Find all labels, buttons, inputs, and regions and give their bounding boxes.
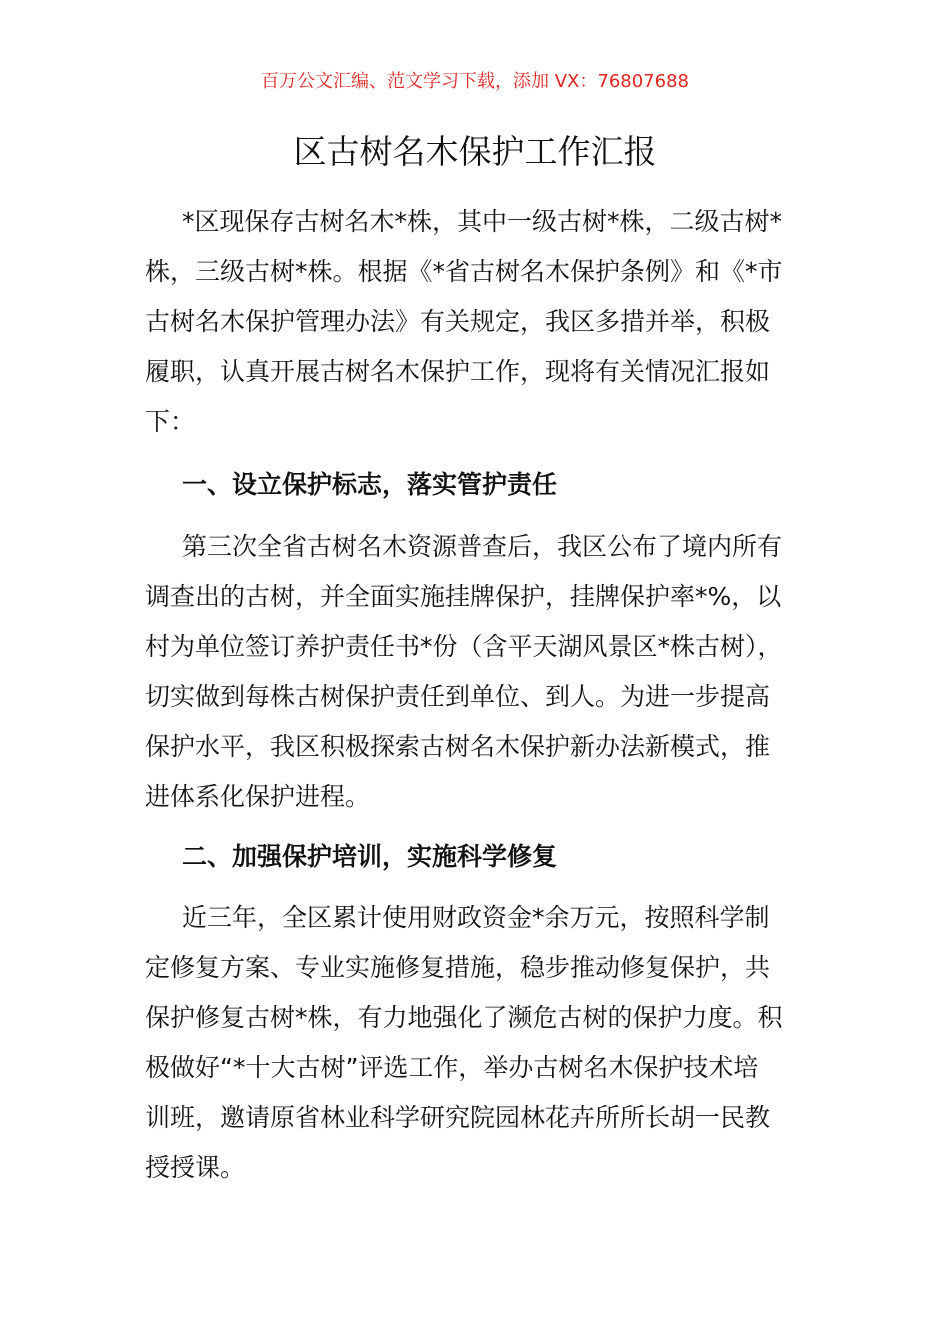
paragraph-line: 履职，认真开展古树名木保护工作，现将有关情况汇报如 bbox=[145, 357, 771, 386]
paragraph-line: 进体系化保护进程。 bbox=[145, 782, 371, 811]
section-1-paragraph bbox=[145, 522, 845, 822]
section-2-paragraph bbox=[145, 893, 845, 1193]
section-heading-2: 二、加强保护培训，实施科学修复 bbox=[182, 842, 558, 871]
paragraph-line: 切实做到每株古树保护责任到单位、到人。为进一步提高 bbox=[145, 682, 771, 711]
paragraph-line: 授授课。 bbox=[145, 1153, 246, 1182]
paragraph-line: 定修复方案、专业实施修复措施，稳步推动修复保护，共 bbox=[145, 953, 771, 982]
paragraph-line: 训班，邀请原省林业科学研究院园林花卉所所长胡一民教 bbox=[145, 1103, 771, 1132]
paragraph-line: 调查出的古树，并全面实施挂牌保护，挂牌保护率*%，以 bbox=[145, 582, 782, 611]
paragraph-line: *区现保存古树名木*株，其中一级古树*株，二级古树* bbox=[182, 207, 783, 236]
header-watermark-note: 百万公文汇编、范文学习下载，添加 VX：76807688 bbox=[261, 71, 689, 92]
section-heading-1: 一、设立保护标志，落实管护责任 bbox=[182, 470, 558, 499]
paragraph-line: 保护修复古树*株，有力地强化了濒危古树的保护力度。积 bbox=[145, 1003, 783, 1032]
paragraph-line: 村为单位签订养护责任书*份（含平天湖风景区*株古树）， bbox=[145, 632, 783, 661]
paragraph-line: 第三次全省古树名木资源普查后，我区公布了境内所有 bbox=[182, 532, 783, 561]
paragraph-line: 古树名木保护管理办法》有关规定，我区多措并举，积极 bbox=[145, 307, 771, 336]
paragraph-line: 下： bbox=[145, 407, 196, 436]
paragraph-line: 极做好“*十大古树”评选工作，举办古树名木保护技术培 bbox=[145, 1053, 759, 1082]
paragraph-line: 近三年，全区累计使用财政资金*余万元，按照科学制 bbox=[182, 903, 770, 932]
intro-paragraph bbox=[145, 197, 845, 447]
document-title: 区古树名木保护工作汇报 bbox=[293, 132, 657, 171]
paragraph-line: 保护水平，我区积极探索古树名木保护新办法新模式，推 bbox=[145, 732, 771, 761]
paragraph-line: 株，三级古树*株。根据《*省古树名木保护条例》和《*市 bbox=[145, 257, 783, 286]
